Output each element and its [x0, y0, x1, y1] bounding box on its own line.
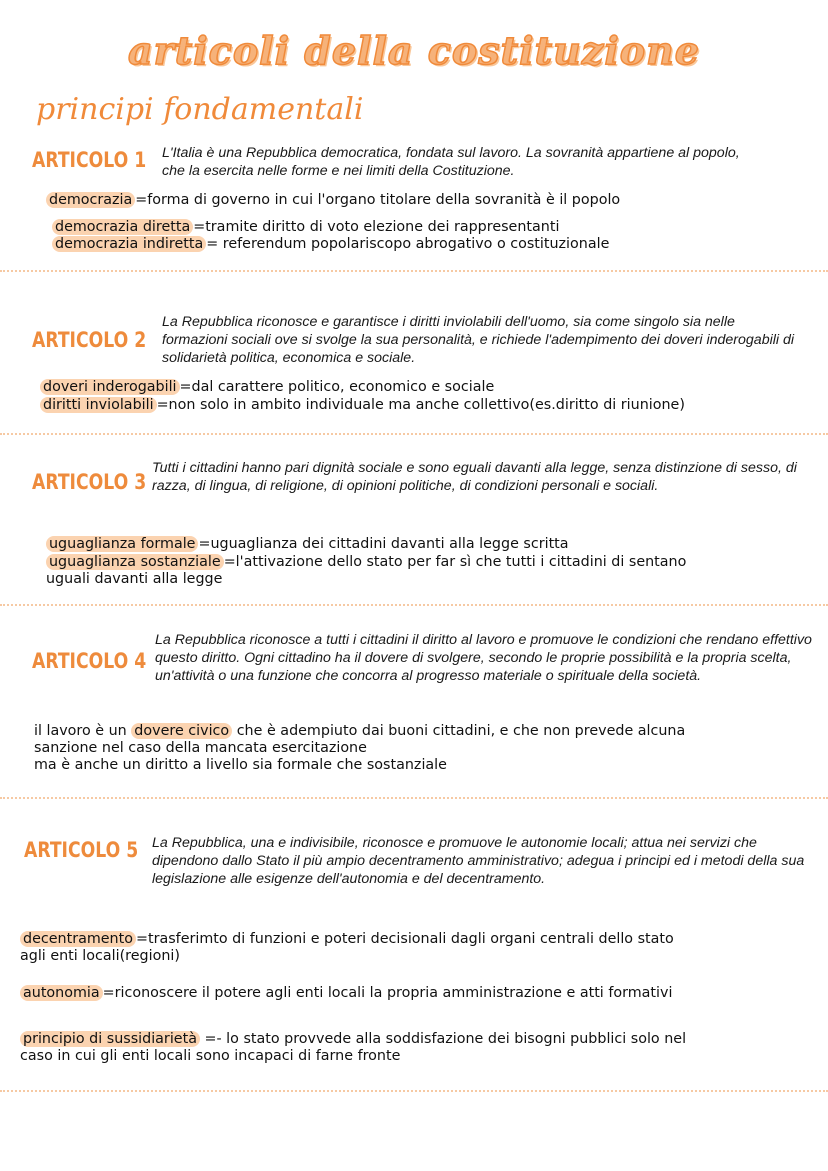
article-text: La Repubblica riconosce a tutti i cittadini il diritto al lavoro e promuove le condizioni che rendano effettivo questo diritto. Ogni cittadino ha il dovere di svolgere, secondo le proprie possibilità e la propria scelta, un'attività o una funzione che concorra al progresso materiale o spirituale della società.	[155, 632, 812, 684]
note-line	[20, 1031, 686, 1049]
article-text: La Repubblica, una e indivisibile, riconosce e promuove le autonomie locali; attua nei servizi che dipendono dallo Stato il più ampio decentramento amministrativo; adegua i principi ed i metodi della sua legislazione alle esigenze dell'autonomia e del decentramento.	[152, 835, 805, 887]
note-definition: ma è anche un diritto a livello sia formale che sostanziale	[34, 757, 447, 773]
article-text: L'Italia è una Repubblica democratica, fondata sul lavoro. La sovranità appartiene al popolo, che la esercita nelle forme e nei limiti della Costituzione.	[162, 145, 740, 179]
highlighted-term: decentramento	[20, 931, 136, 947]
divider	[0, 797, 828, 799]
note-definition: =dal carattere politico, economico e sociale	[179, 379, 495, 395]
note-line	[52, 236, 609, 254]
note-line	[20, 948, 180, 966]
note-line	[34, 740, 367, 758]
note-line	[46, 571, 222, 589]
note-definition: =non solo in ambito individuale ma anche collettivo(es.diritto di riunione)	[156, 397, 685, 413]
note-definition: =- lo stato provvede alla soddisfazione dei bisogni pubblici solo nel	[199, 1031, 687, 1047]
divider	[0, 433, 828, 435]
note-line	[40, 397, 685, 415]
note-definition: sanzione nel caso della mancata esercitazione	[34, 740, 367, 756]
note-line	[34, 757, 447, 775]
note-definition: =l'attivazione dello stato per far sì che tutti i cittadini di sentano	[223, 554, 687, 570]
highlighted-term: autonomia	[20, 985, 103, 1001]
note-definition: uguali davanti alla legge	[46, 571, 223, 587]
highlighted-term: uguaglianza formale	[46, 536, 198, 552]
note-line	[20, 931, 674, 949]
highlighted-term: diritti inviolabili	[40, 397, 157, 413]
highlighted-term: democrazia	[46, 192, 135, 208]
article-text: Tutti i cittadini hanno pari dignità sociale e sono eguali davanti alla legge, senza distinzione di sesso, di razza, di lingua, di religione, di opinioni politiche, di condizioni personali e sociali.	[152, 460, 797, 494]
divider	[0, 1090, 828, 1092]
note-definition: caso in cui gli enti locali sono incapaci di farne fronte	[20, 1048, 401, 1064]
page-title: articoli della costituzione	[128, 28, 700, 73]
note-line	[46, 536, 569, 554]
note-line	[46, 554, 686, 572]
note-prefix: il lavoro è un	[34, 723, 132, 739]
article-label: ARTICOLO 2	[32, 328, 147, 352]
note-definition: che è adempiuto dai buoni cittadini, e che non prevede alcuna	[232, 723, 686, 739]
divider	[0, 270, 828, 272]
note-definition: =forma di governo in cui l'organo titolare della sovranità è il popolo	[135, 192, 621, 208]
note-line	[20, 1048, 400, 1066]
highlighted-term: uguaglianza sostanziale	[46, 554, 224, 570]
highlighted-term: doveri inderogabili	[40, 379, 180, 395]
article-label: ARTICOLO 4	[32, 649, 147, 673]
highlighted-term: democrazia indiretta	[52, 236, 206, 252]
note-line	[34, 723, 685, 741]
note-definition: =trasferimto di funzioni e poteri decisionali dagli organi centrali dello stato	[135, 931, 674, 947]
note-definition: =uguaglianza dei cittadini davanti alla legge scritta	[198, 536, 569, 552]
note-definition: = referendum popolariscopo abrogativo o costituzionale	[206, 236, 610, 252]
highlighted-term: principio di sussidiarietà	[20, 1031, 200, 1047]
note-definition: agli enti locali(regioni)	[20, 948, 180, 964]
divider	[0, 604, 828, 606]
note-line	[46, 192, 620, 210]
note-line	[40, 379, 494, 397]
highlighted-term: democrazia diretta	[52, 219, 193, 235]
note-line	[52, 219, 559, 237]
highlighted-term: dovere civico	[131, 723, 232, 739]
article-label: ARTICOLO 1	[32, 148, 147, 172]
note-definition: =riconoscere il potere agli enti locali la propria amministrazione e atti formativi	[102, 985, 673, 1001]
article-label: ARTICOLO 3	[32, 470, 147, 494]
note-definition: =tramite diritto di voto elezione dei rappresentanti	[193, 219, 560, 235]
article-label: ARTICOLO 5	[24, 838, 139, 862]
note-line	[20, 985, 672, 1003]
section-subtitle: principi fondamentali	[36, 92, 364, 127]
article-text: La Repubblica riconosce e garantisce i diritti inviolabili dell'uomo, sia come singolo sia nelle formazioni sociali ove si svolge la sua personalità, e richiede l'adempimento dei doveri inderogabili di solidarietà politica, economica e sociale.	[162, 314, 795, 366]
